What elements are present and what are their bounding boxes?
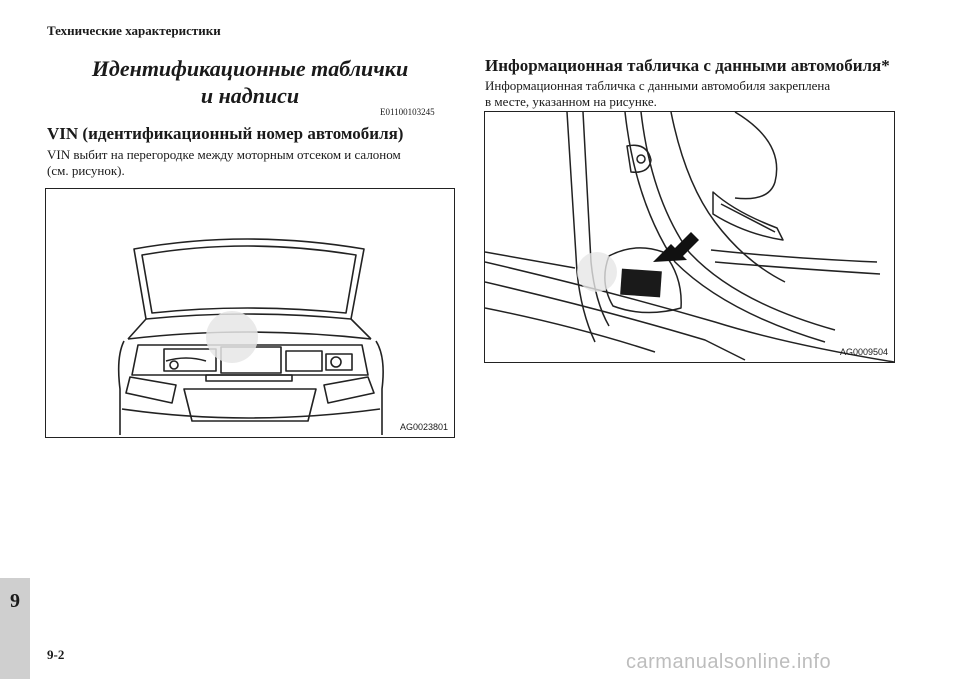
section-title-line2: и надписи <box>200 83 300 108</box>
vin-figure-code: AG0023801 <box>399 422 448 432</box>
car-open-hood-illustration <box>46 189 454 437</box>
plate-figure-code: AG0009504 <box>839 347 888 357</box>
vin-description <box>47 147 447 179</box>
vin-description-line2: (см. рисунок). <box>47 163 125 178</box>
plate-heading: Информационная табличка с данными автомобиля* <box>485 56 890 75</box>
vin-location-figure <box>45 188 455 438</box>
running-header: Технические характеристики <box>47 23 221 38</box>
plate-description-line1: Информационная табличка с данными автомобиля закреплена <box>485 78 831 93</box>
chapter-number: 9 <box>10 590 20 612</box>
plate-description-line2: в месте, указанном на рисунке. <box>485 94 657 109</box>
plate-location-figure <box>484 111 895 363</box>
door-pillar-illustration <box>485 112 894 362</box>
section-title <box>60 55 440 109</box>
section-title-line1: Идентификационные таблички <box>91 56 409 81</box>
plate-description <box>485 78 905 110</box>
vin-description-line1: VIN выбит на перегородке между моторным отсеком и салоном <box>47 147 401 162</box>
reference-code: E01100103245 <box>380 107 435 117</box>
watermark: carmanualsonline.info <box>626 651 832 673</box>
vin-heading: VIN (идентификационный номер автомобиля) <box>47 124 404 143</box>
page-number: 9-2 <box>47 647 65 662</box>
